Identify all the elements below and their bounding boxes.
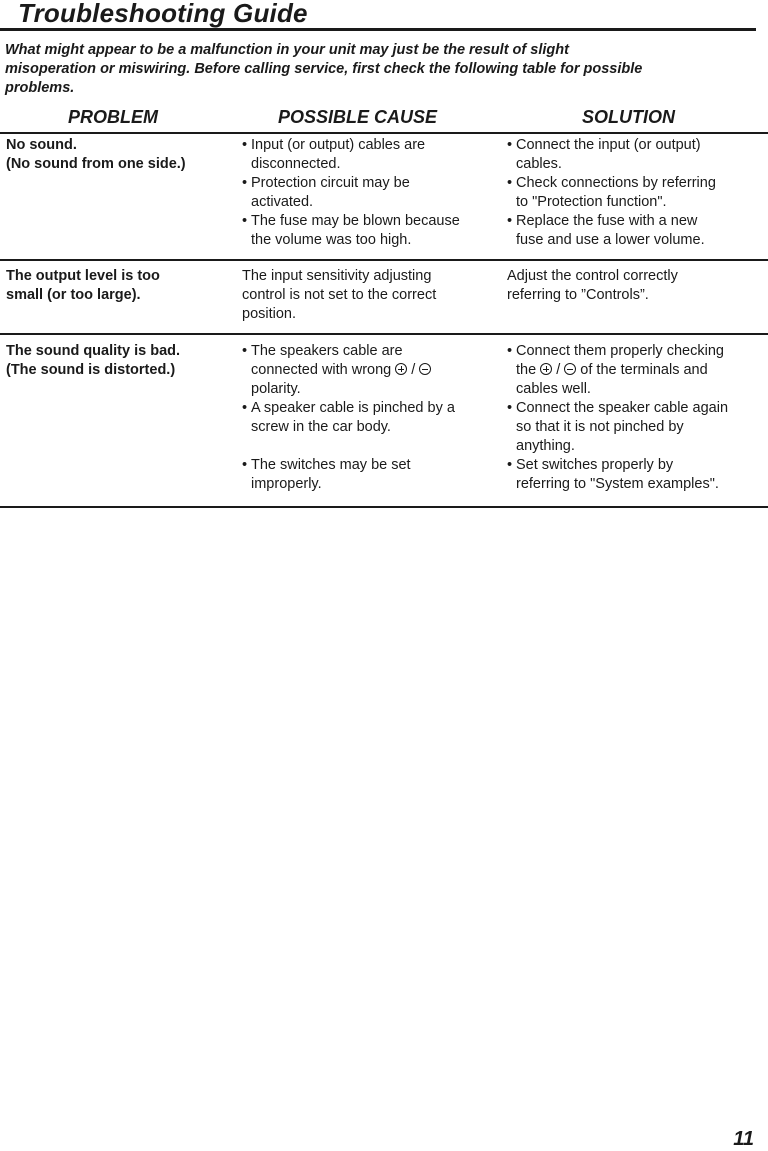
solution-bullet <box>507 136 765 174</box>
table-rule <box>0 506 768 508</box>
cause-line: disconnected. <box>251 156 341 172</box>
problem-line: (The sound is distorted.) <box>6 362 176 378</box>
table-rule <box>0 132 768 134</box>
cause-line: • The speakers cable are <box>251 343 403 359</box>
problem-line: small (or too large). <box>6 287 141 303</box>
solution-line: anything. <box>516 438 575 454</box>
solution-bullet <box>507 399 765 456</box>
cause-line: screw in the car body. <box>251 419 391 435</box>
cause-line: polarity. <box>251 381 301 397</box>
cause-cell <box>242 342 498 494</box>
problem-cell <box>6 136 231 174</box>
column-header-problem: PROBLEM <box>68 107 158 127</box>
plus-terminal-icon <box>540 363 552 375</box>
plus-terminal-icon <box>395 363 407 375</box>
solution-line: • Connect them properly checking <box>516 343 724 359</box>
slash-text: / <box>407 362 420 378</box>
solution-line: • Connect the input (or output) <box>516 137 701 153</box>
cause-line: • The switches may be set <box>251 457 411 473</box>
cause-bullet <box>242 342 498 399</box>
intro-paragraph <box>5 41 755 98</box>
cause-bullet <box>242 212 498 250</box>
solution-text: the <box>516 362 541 378</box>
table-rule <box>0 259 768 261</box>
solution-bullet <box>507 342 765 399</box>
page-title: Troubleshooting Guide <box>18 0 308 28</box>
cause-bullet <box>242 174 498 212</box>
intro-line: What might appear to be a malfunction in your unit may just be the result of slight <box>5 42 569 58</box>
solution-line: cables. <box>516 156 562 172</box>
cause-line: improperly. <box>251 476 322 492</box>
solution-bullet <box>507 212 765 250</box>
cause-line: position. <box>242 306 297 322</box>
column-header-solution: SOLUTION <box>582 107 675 127</box>
cause-bullet <box>242 136 498 174</box>
table-rule <box>0 333 768 335</box>
problem-line: The sound quality is bad. <box>6 343 181 359</box>
solution-line: • Replace the fuse with a new <box>516 213 698 229</box>
cause-line: The input sensitivity adjusting <box>242 268 432 284</box>
column-header-cause: POSSIBLE CAUSE <box>278 107 438 127</box>
intro-line: problems. <box>5 80 75 96</box>
solution-line: Adjust the control correctly <box>507 268 678 284</box>
cause-line: • Input (or output) cables are <box>251 137 426 153</box>
title-rule <box>0 28 756 31</box>
cause-line: activated. <box>251 194 314 210</box>
problem-cell <box>6 342 231 380</box>
solution-line: • Set switches properly by <box>516 457 674 473</box>
cause-cell <box>242 136 498 250</box>
solution-line: fuse and use a lower volume. <box>516 232 705 248</box>
solution-bullet <box>507 456 765 494</box>
solution-line <box>516 361 765 380</box>
problem-line: The output level is too <box>6 268 160 284</box>
cause-bullet <box>242 399 498 437</box>
solution-cell <box>507 267 765 305</box>
intro-line: misoperation or miswiring. Before calling service, first check the following table for possible <box>5 61 643 77</box>
solution-cell <box>507 136 765 250</box>
cause-line: • A speaker cable is pinched by a <box>251 400 455 416</box>
cause-line: • The fuse may be blown because <box>251 213 460 229</box>
page-number: 11 <box>733 1128 754 1150</box>
solution-line: referring to "System examples". <box>516 476 719 492</box>
cause-cell <box>242 267 498 324</box>
cause-line <box>251 361 498 380</box>
solution-cell <box>507 342 765 494</box>
cause-line: • Protection circuit may be <box>251 175 410 191</box>
cause-text: connected with wrong <box>251 362 396 378</box>
cause-line: the volume was too high. <box>251 232 412 248</box>
solution-line: referring to ”Controls”. <box>507 287 649 303</box>
solution-bullet <box>507 174 765 212</box>
spacer <box>242 437 498 456</box>
solution-line: cables well. <box>516 381 591 397</box>
solution-line: so that it is not pinched by <box>516 419 684 435</box>
problem-cell <box>6 267 231 305</box>
minus-terminal-icon <box>564 363 576 375</box>
problem-line: No sound. <box>6 137 77 153</box>
solution-text: of the terminals and <box>576 362 708 378</box>
slash-text: / <box>552 362 565 378</box>
cause-line: control is not set to the correct <box>242 287 437 303</box>
solution-line: • Connect the speaker cable again <box>516 400 729 416</box>
cause-bullet <box>242 456 498 494</box>
problem-line: (No sound from one side.) <box>6 156 186 172</box>
minus-terminal-icon <box>419 363 431 375</box>
solution-line: • Check connections by referring <box>516 175 716 191</box>
solution-line: to "Protection function". <box>516 194 667 210</box>
